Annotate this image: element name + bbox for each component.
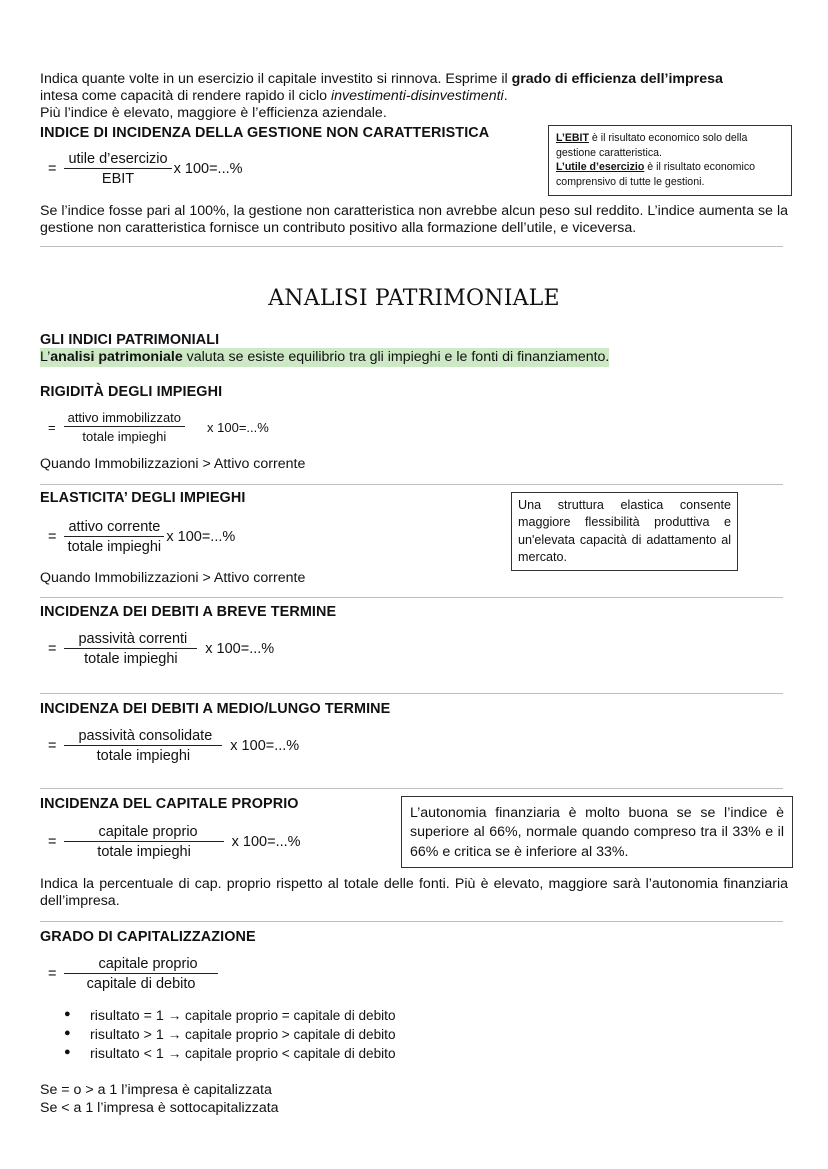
- list-item: ● risultato > 1 → capitale proprio > capitale di debito: [64, 1027, 396, 1046]
- grado-heading: GRADO DI CAPITALIZZAZIONE: [40, 929, 256, 945]
- autonomia-note-box: L’autonomia finanziaria è molto buona se se l’indice è superiore al 66%, normale quando compreso tra il 33% e il 66% e critica se è inferiore al 33%.: [401, 796, 793, 868]
- page-title: ANALISI PATRIMONIALE: [268, 286, 560, 311]
- gnc-heading: INDICE DI INCIDENZA DELLA GESTIONE NON CARATTERISTICA: [40, 125, 490, 141]
- gnc-denominator: EBIT: [101, 171, 135, 187]
- rigidita-formula: = $\frac{\text{attivo immobilizzato}}{\text{totale impieghi}}$ x 100=...%: [48, 410, 269, 444]
- divider: [40, 484, 783, 485]
- divider: [40, 246, 783, 247]
- divider: [40, 597, 783, 598]
- intro-line-3: Più l’indice è elevato, maggiore è l’efficienza aziendale.: [40, 105, 387, 121]
- medio-heading: INCIDENZA DEI DEBITI A MEDIO/LUNGO TERMINE: [40, 701, 391, 717]
- elasticita-formula: = $\frac{\text{attivo corrente}}{\text{totale impieghi}}$ x 100=...%: [48, 519, 236, 555]
- elasticita-heading: ELASTICITA’ DEGLI IMPIEGHI: [40, 490, 246, 506]
- rigidita-note: Quando Immobilizzazioni > Attivo corrente: [40, 456, 306, 472]
- medio-formula: = $\frac{\text{passività consolidate}}{\text{totale impieghi}}$ x 100=...%: [48, 728, 300, 764]
- grado-conclusion: Se = o > a 1 l’impresa è capitalizzata Se < a 1 l’impresa è sottocapitalizzata: [40, 1082, 279, 1116]
- proprio-heading: INCIDENZA DEL CAPITALE PROPRIO: [40, 796, 299, 812]
- divider: [40, 788, 783, 789]
- intro-line-1: Indica quante volte in un esercizio il capitale investito si rinnova. Esprime il grado di efficienza dell’impresa: [40, 71, 723, 87]
- elasticita-note-box: Una struttura elastica consente maggiore flessibilità produttiva e un'elevata capacità di adattamento al mercato.: [511, 492, 738, 571]
- breve-formula: = $\frac{\text{passività correnti}}{\text{totale impieghi}}$ x 100=...%: [48, 631, 275, 667]
- elasticita-note: Quando Immobilizzazioni > Attivo corrente: [40, 570, 306, 586]
- intro-paragraph: [40, 71, 788, 122]
- list-item: ● risultato < 1 → capitale proprio < capitale di debito: [64, 1046, 396, 1065]
- proprio-paragraph: Indica la percentuale di cap. proprio rispetto al totale delle fonti. Più è elevato, maggiore sarà l’autonomia finanziaria dell’impresa.: [40, 876, 788, 909]
- indici-definition: L’analisi patrimoniale valuta se esiste equilibrio tra gli impieghi e le fonti di finanziamento.: [40, 349, 610, 365]
- list-item: ● risultato = 1 → capitale proprio = capitale di debito: [64, 1008, 396, 1027]
- ebit-note-box: L’EBIT è il risultato economico solo della gestione caratteristica. L’utile d’esercizio è il risultato economico comprensivo di tutte le gestioni.: [548, 125, 792, 196]
- proprio-formula: = $\frac{\text{capitale proprio}}{\text{totale impieghi}}$ x 100=...%: [48, 824, 301, 860]
- intro-line-2: intesa come capacità di rendere rapido il ciclo investimenti-disinvestimenti.: [40, 88, 508, 104]
- divider: [40, 921, 783, 922]
- gnc-paragraph: Se l’indice fosse pari al 100%, la gestione non caratteristica non avrebbe alcun peso sul reddito. L’indice aumenta se la gestione non caratteristica fornisce un contributo positivo alla formazione dell’utile, e viceversa.: [40, 203, 788, 236]
- grado-bullet-list: [64, 1008, 396, 1065]
- grado-formula: = $\frac{\text{capitale proprio}}{\text{capitale di debito}}$: [48, 956, 218, 992]
- gnc-numerator: utile d’esercizio: [64, 151, 171, 169]
- breve-heading: INCIDENZA DEI DEBITI A BREVE TERMINE: [40, 604, 337, 620]
- indici-heading: GLI INDICI PATRIMONIALI: [40, 332, 220, 348]
- rigidita-heading: RIGIDITÀ DEGLI IMPIEGHI: [40, 384, 223, 400]
- divider: [40, 693, 783, 694]
- gnc-formula: = $\frac{\text{utile d’esercizio}}{\text{EBIT}}$ x 100=...%: [48, 151, 243, 187]
